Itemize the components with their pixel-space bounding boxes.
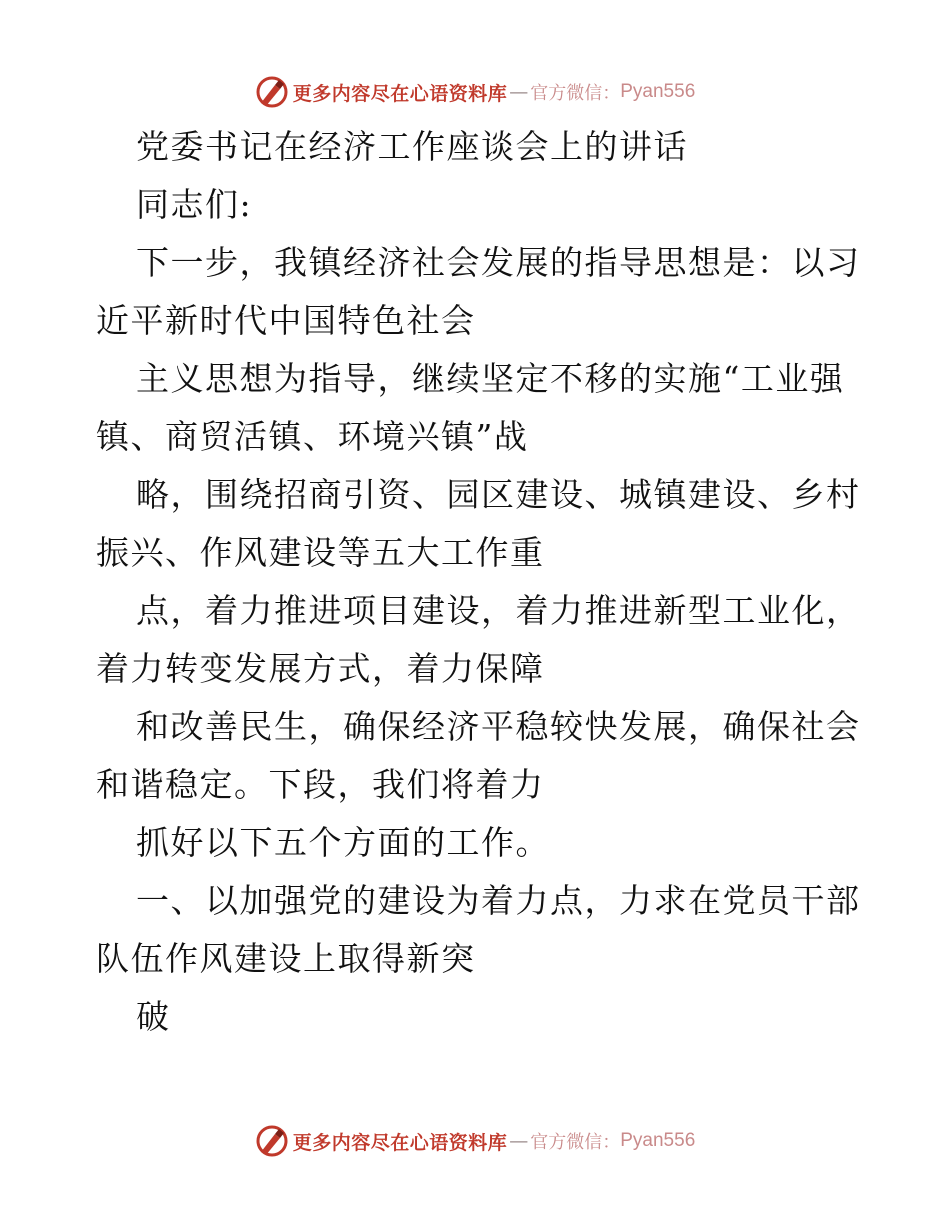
paragraph-line: 和谐稳定。下段，我们将着力	[96, 765, 545, 804]
paragraph-line: 振兴、作风建设等五大工作重	[96, 533, 545, 572]
watermark-wechat-label: 官方微信：	[530, 83, 621, 104]
footer-watermark	[0, 1121, 950, 1161]
paragraph-line: 点，着力推进项目建设，着力推进新型工业化，	[136, 591, 861, 630]
pen-logo-icon	[255, 1124, 289, 1158]
paragraph-line: 镇、商贸活镇、环境兴镇”战	[96, 417, 529, 456]
paragraph-line: 近平新时代中国特色社会	[96, 301, 476, 340]
watermark-site-text: 更多内容尽在心语资料库	[292, 1131, 508, 1154]
watermark-wechat-label: 官方微信：	[530, 1132, 621, 1153]
paragraph-line: 着力转变发展方式，着力保障	[96, 649, 545, 688]
paragraph-line: 抓好以下五个方面的工作。	[136, 823, 550, 862]
paragraph-line: 略，围绕招商引资、园区建设、城镇建设、乡村	[136, 475, 861, 514]
paragraph-line: 和改善民生，确保经济平稳较快发展，确保社会	[136, 707, 861, 746]
header-watermark	[0, 72, 950, 112]
salutation: 同志们:	[136, 185, 253, 224]
paragraph-line: 主义思想为指导，继续坚定不移的实施“工业强	[136, 359, 845, 398]
section-heading-line: 队伍作风建设上取得新突	[96, 939, 476, 978]
watermark-dash: —	[509, 1130, 529, 1152]
watermark-dash: —	[509, 81, 529, 103]
paragraph-line: 下一步，我镇经济社会发展的指导思想是：以习	[136, 243, 861, 282]
document-body	[96, 118, 866, 1046]
watermark-wechat-id: Pyan556	[620, 1130, 696, 1151]
watermark-wechat-id: Pyan556	[620, 81, 696, 102]
document-title: 党委书记在经济工作座谈会上的讲话	[136, 127, 688, 166]
section-heading-line: 一、以加强党的建设为着力点，力求在党员干部	[136, 881, 861, 920]
watermark-site-text: 更多内容尽在心语资料库	[292, 82, 508, 105]
pen-logo-icon	[255, 75, 289, 109]
section-heading-line: 破	[136, 997, 171, 1036]
